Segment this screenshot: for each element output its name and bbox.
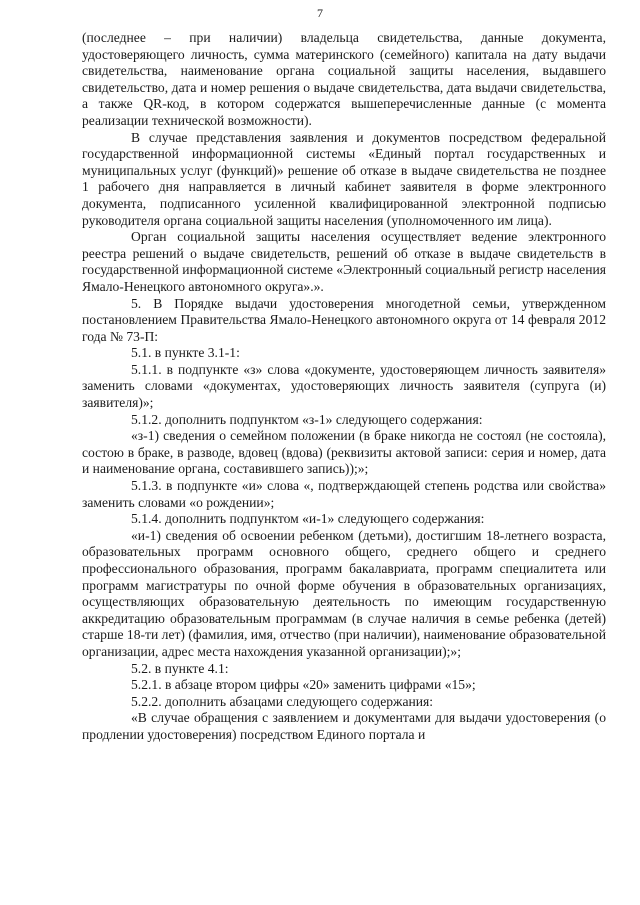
paragraph: 5.2. в пункте 4.1: <box>131 660 229 676</box>
document-body <box>82 30 606 744</box>
paragraph: 5.1. в пункте 3.1-1: <box>131 345 240 361</box>
paragraph: 5.2.2. дополнить абзацами следующего содержания: <box>131 693 434 709</box>
paragraph: В случае представления заявления и документов посредством федеральной государственной информационной системы «Единый портал государственных и муниципальных услуг (функций)» решение об отказе в выдаче свидетельства не позднее 1 рабочего дня направляется в личный кабинет заявителя в форме электронного документа, подписанного усиленной квалифицированной электронной подписью руководителя органа социальной защиты населения (уполномоченного им лица). <box>82 129 606 228</box>
paragraph: «В случае обращения с заявлением и документами для выдачи удостоверения (о продлении удостоверения) посредством Единого портала и <box>82 710 606 742</box>
paragraph: «и-1) сведения об освоении ребенком (детьми), достигшим 18-летнего возраста, образовательных программ основного общего, среднего общего и среднего профессионального образования, программ бакалавриата, программ специалитета или программ магистратуры по очной форме обучения в образовательных организациях, осуществляющих образовательную деятельность по имеющим государственную аккредитацию образовательным программам (в случае наличия в семье ребенка (детей) старше 18-ти лет) (фамилия, имя, отчество (при наличии), наименование образовательной организации, адрес места нахождения указанной организации);»; <box>82 527 606 659</box>
paragraph: Орган социальной защиты населения осуществляет ведение электронного реестра решений о выдаче свидетельств, решений об отказе в выдаче свидетельств в государственной информационной системе «Электронный социальный регистр населения Ямало-Ненецкого автономного округа».». <box>82 229 606 294</box>
paragraph: 5.2.1. в абзаце втором цифры «20» заменить цифрами «15»; <box>131 677 476 693</box>
page-number: 7 <box>317 6 323 20</box>
paragraph: 5.1.1. в подпункте «з» слова «документе, удостоверяющем личность заявителя» заменить словами «документах, удостоверяющих личность заявителя (супруга (и) заявителя)»; <box>82 361 606 411</box>
paragraph: 5.1.4. дополнить подпунктом «и-1» следующего содержания: <box>131 511 485 527</box>
paragraph: «з-1) сведения о семейном положении (в браке никогда не состоял (не состояла), состою в браке, в разводе, вдовец (вдова) (реквизиты актовой записи: серия и номер, дата и наименование органа, составившего запись));»; <box>82 428 606 477</box>
paragraph: 5.1.3. в подпункте «и» слова «, подтверждающей степень родства или свойства» заменить словами «о рождении»; <box>82 478 606 510</box>
paragraph: 5. В Порядке выдачи удостоверения многодетной семьи, утвержденном постановлением Правительства Ямало-Ненецкого автономного округа от 14 февраля 2012 года № 73-П: <box>82 295 606 344</box>
paragraph: 5.1.2. дополнить подпунктом «з-1» следующего содержания: <box>131 411 483 427</box>
paragraph: (последнее – при наличии) владельца свидетельства, данные документа, удостоверяющего личность, сумма материнского (семейного) капитала на дату выдачи свидетельства, наименование органа социальной защиты населения, выдавшего свидетельство, дата и номер решения о выдаче свидетельства, дата выдачи свидетельства, а также QR-код, в котором содержатся вышеперечисленные данные (с момента реализации технической возможности). <box>82 30 606 128</box>
